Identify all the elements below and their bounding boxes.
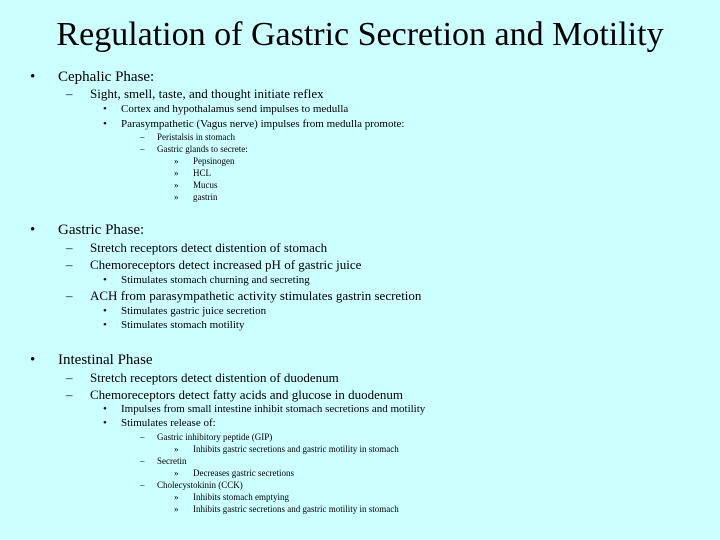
- slide: Regulation of Gastric Secretion and Motility • Cephalic Phase: – Sight, smell, taste, and thought initiate reflex • Cortex and hypothalamus send impulses to medulla • Parasympathetic (Vagus nerve) impulses from medulla promote: – Peristalsis in stomach – Gastric glands to secrete: » Pepsinogen » HCL » Mucus » gastrin • Gastric Phase: – Stretch receptors detect distention of stomach – Chemoreceptors detect increased pH of gastric juice • Stimulates stomach churning and secreting – ACH from parasympathetic activity stimulates gastrin secretion • Stimulates gastric juice secretion • Stimulates stomach motility • Intestinal Phase – Stretch receptors detect distention of duodenum – Chemoreceptors detect fatty acids and glucose in duodenum • Impulses from small intestine inhibit stomach secretions and motility • Stimulates release of: – Gastric inhibitory peptide (GIP) » Inhibits gastric secretions and gastric motility in stomach – Secretin » Decreases gastric secretions – Cholecystokinin (CCK) » Inhibits stomach emptying » Inhibits gastric secretions and gastric motility in stomach: [0, 0, 720, 540]
- chevron-marker: »: [174, 504, 179, 514]
- bullet-marker: •: [103, 118, 107, 130]
- bullet-marker: •: [103, 274, 107, 286]
- chevron-marker: »: [174, 492, 179, 502]
- dash-marker: –: [140, 132, 145, 142]
- bullet-marker: •: [103, 319, 107, 331]
- bullet-marker: •: [30, 222, 36, 238]
- bullet-marker: •: [30, 352, 36, 368]
- dash-marker: –: [66, 387, 73, 402]
- chevron-marker: »: [174, 180, 179, 190]
- chevron-marker: »: [174, 168, 179, 178]
- bullet-marker: •: [103, 417, 107, 429]
- chevron-marker: »: [174, 192, 179, 202]
- dash-marker: –: [66, 240, 73, 255]
- bullet-marker: •: [103, 403, 107, 415]
- dash-marker: –: [66, 257, 73, 272]
- bullet-marker: •: [103, 103, 107, 115]
- dash-marker: –: [66, 86, 73, 101]
- dash-marker: –: [66, 370, 73, 385]
- dash-marker: –: [140, 456, 145, 466]
- chevron-marker: »: [174, 468, 179, 478]
- chevron-marker: »: [174, 156, 179, 166]
- dash-marker: –: [140, 480, 145, 490]
- slide-title: Regulation of Gastric Secretion and Motility: [56, 16, 664, 53]
- dash-marker: –: [140, 144, 145, 154]
- bullet-marker: •: [103, 305, 107, 317]
- chevron-marker: »: [174, 444, 179, 454]
- dash-marker: –: [140, 432, 145, 442]
- bullet-marker: •: [30, 69, 36, 85]
- dash-marker: –: [66, 288, 73, 303]
